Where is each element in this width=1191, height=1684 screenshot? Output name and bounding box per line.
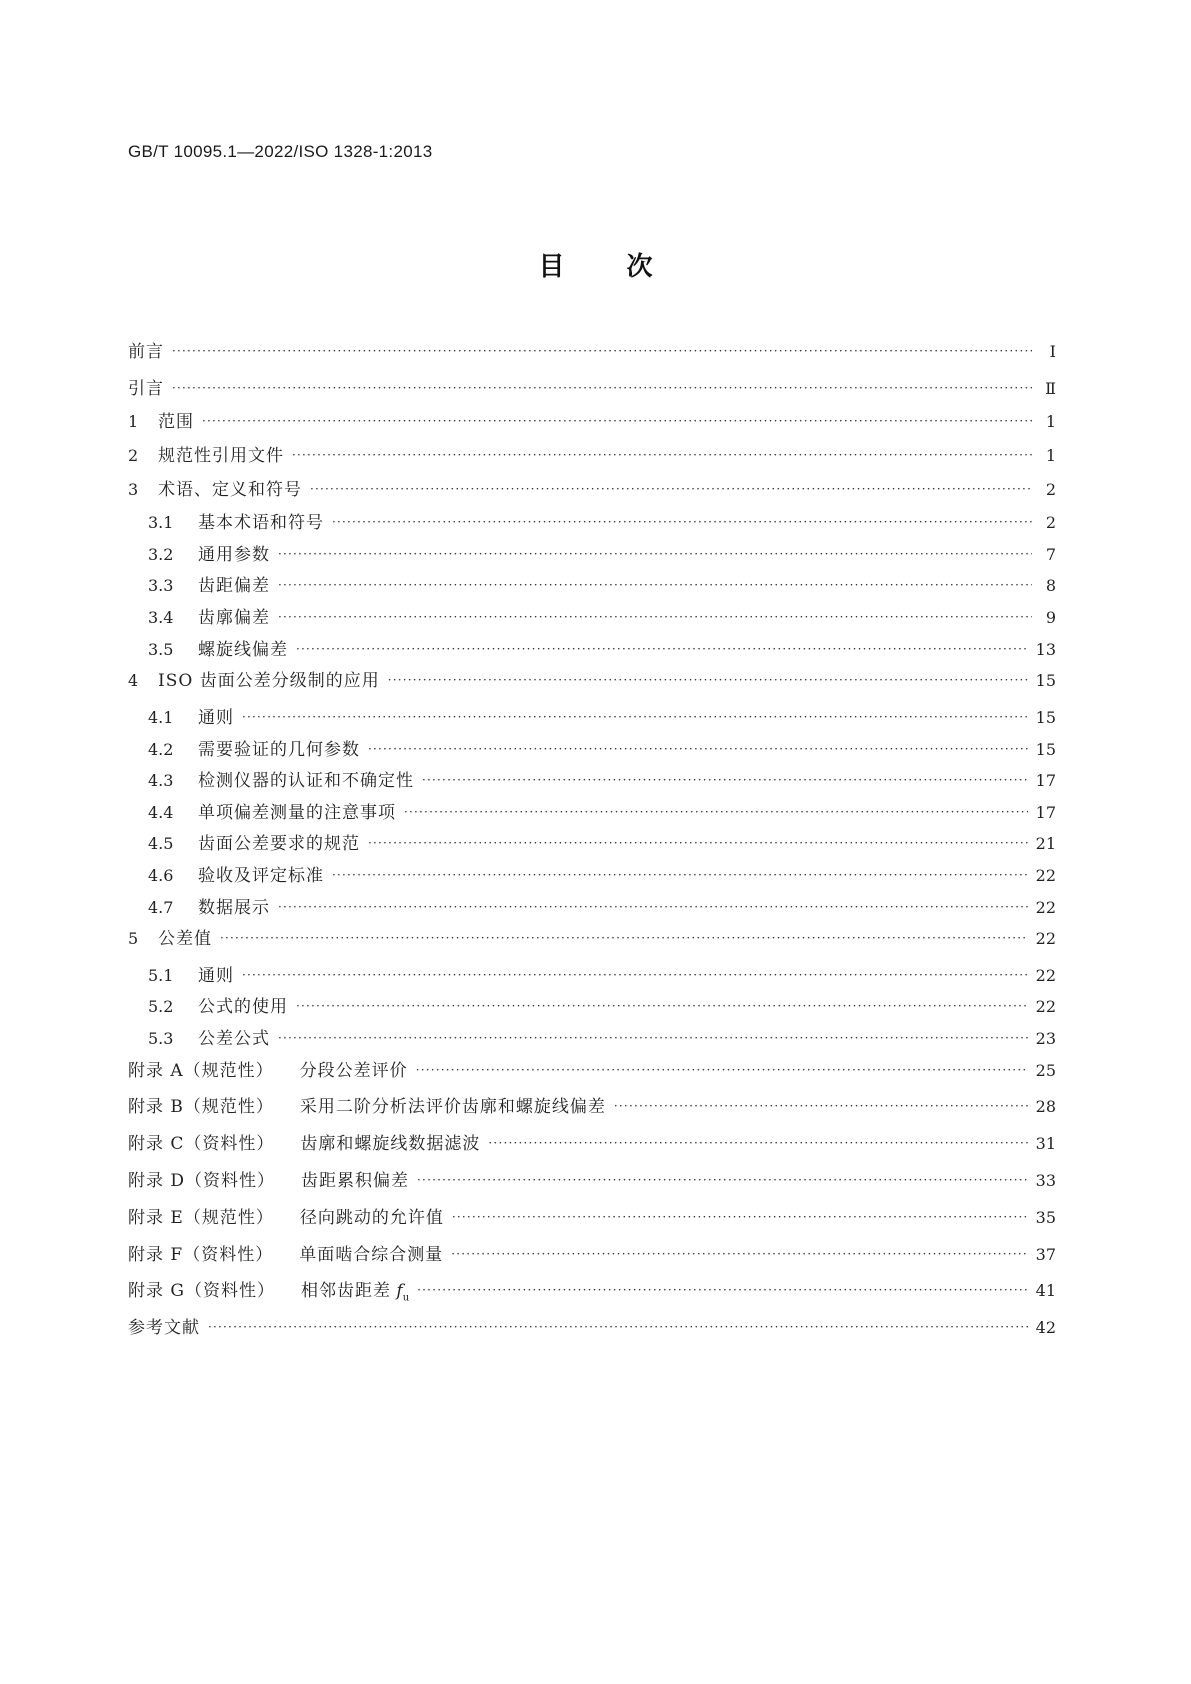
toc-entry-number: 4.1 (148, 707, 174, 727)
toc-entry-title: 引言 (128, 378, 164, 399)
toc-entry-section-4-1[interactable] (128, 707, 1056, 739)
toc-entry-page: 22 (1035, 965, 1056, 985)
toc-entry-section-4-6[interactable] (128, 865, 1056, 897)
toc-entry-title: 通则 (198, 965, 234, 986)
toc-entry-page: 35 (1035, 1207, 1056, 1227)
toc-entry-title: 单面啮合综合测量 (299, 1244, 444, 1265)
toc-entry-section-4-2[interactable] (128, 739, 1056, 771)
toc-entry-title: 前言 (128, 342, 164, 362)
toc-entry-annex-f[interactable] (128, 1244, 1056, 1281)
annex-label: 附录 E（规范性） (128, 1207, 274, 1228)
toc-entry-section-3-3[interactable] (128, 575, 1056, 607)
toc-entry-number: 3.1 (148, 513, 174, 533)
dot-leader (332, 864, 1028, 886)
dot-leader (451, 1243, 1027, 1265)
toc-entry-section-4-3[interactable] (128, 770, 1056, 802)
toc-entry-section-5-1[interactable] (128, 965, 1056, 997)
annex-label: 附录 B（规范性） (128, 1097, 274, 1118)
toc-entry-page: 8 (1045, 576, 1056, 596)
dot-leader (417, 1169, 1028, 1191)
toc-entry-introduction[interactable] (128, 378, 1056, 412)
toc-entry-title: 数据展示 (198, 897, 270, 918)
toc-entry-number: 5.1 (148, 965, 174, 985)
toc-entry-number: 4.6 (148, 865, 174, 885)
toc-entry-number: 4.3 (148, 771, 174, 791)
toc-entry-section-5[interactable] (128, 928, 1056, 965)
toc-entry-page: 17 (1035, 802, 1056, 822)
toc-entry-number: 4.2 (148, 739, 174, 759)
toc-entry-page: 7 (1045, 544, 1056, 564)
toc-entry-section-4-7[interactable] (128, 897, 1056, 929)
toc-entry-page: 31 (1035, 1134, 1056, 1154)
toc-entry-number: 5 (128, 929, 139, 949)
toc-entry-section-5-2[interactable] (128, 996, 1056, 1028)
dot-leader (208, 1316, 1028, 1338)
toc-entry-title: 齿廓和螺旋线数据滤波 (300, 1134, 481, 1155)
toc-entry-section-3-1[interactable] (128, 512, 1056, 544)
dot-leader (202, 410, 1032, 432)
toc-entry-title: 检测仪器的认证和不确定性 (198, 771, 414, 792)
dot-leader (220, 927, 1028, 949)
dot-leader (278, 543, 1032, 565)
toc-entry-number: 3.3 (148, 576, 174, 596)
dot-leader (614, 1095, 1028, 1117)
toc-entry-title: 参考文献 (128, 1318, 200, 1339)
dot-leader (417, 1279, 1028, 1301)
toc-entry-page: 37 (1035, 1244, 1056, 1264)
dot-leader (172, 340, 1032, 362)
toc-entry-page: 2 (1045, 479, 1056, 499)
toc-entry-title: 规范性引用文件 (158, 445, 284, 466)
toc-entry-title: 通用参数 (198, 544, 270, 565)
toc-entry-page: Ⅰ (1049, 342, 1056, 361)
toc-entry-page: 15 (1035, 671, 1056, 691)
toc-entry-page: 13 (1035, 639, 1056, 659)
toc-entry-title: 螺旋线偏差 (198, 639, 288, 660)
dot-leader (310, 478, 1032, 500)
dot-leader (172, 377, 1032, 399)
annex-label: 附录 G（资料性） (128, 1281, 275, 1302)
toc-entry-page: 15 (1035, 739, 1056, 759)
toc-entry-title: ISO 齿面公差分级制的应用 (158, 671, 380, 692)
dot-leader (292, 444, 1032, 466)
dot-leader (278, 606, 1032, 628)
toc-entry-section-2[interactable] (128, 445, 1056, 479)
dot-leader (416, 1059, 1028, 1081)
toc-entry-page: 41 (1035, 1281, 1056, 1301)
toc-entry-number: 2 (128, 445, 139, 465)
toc-entry-page: 25 (1035, 1060, 1056, 1080)
toc-entry-section-4-5[interactable] (128, 833, 1056, 865)
toc-entry-title: 齿距累积偏差 (301, 1171, 410, 1192)
toc-entry-page: 1 (1045, 445, 1056, 465)
toc-entry-title: 术语、定义和符号 (158, 479, 302, 500)
toc-entry-title: 相邻齿距差 (300, 1281, 391, 1302)
toc-entry-title: 通则 (198, 707, 234, 728)
dot-leader (368, 832, 1028, 854)
toc-entry-number: 3 (128, 479, 139, 499)
dot-leader (332, 511, 1032, 533)
toc-entry-page: 28 (1035, 1097, 1056, 1117)
dot-leader (278, 1027, 1028, 1049)
toc-entry-annex-c[interactable] (128, 1133, 1056, 1170)
toc-entry-title: 单项偏差测量的注意事项 (198, 802, 396, 823)
toc-entry-number: 1 (128, 412, 139, 432)
toc-entry-page: 1 (1045, 412, 1056, 432)
dot-leader (404, 801, 1028, 823)
dot-leader (242, 964, 1028, 986)
toc-entry-page: 33 (1035, 1171, 1056, 1191)
toc-entry-number: 4.5 (148, 834, 174, 854)
toc-entry-page: 22 (1035, 897, 1056, 917)
toc-entry-section-3-4[interactable] (128, 607, 1056, 639)
dot-leader (296, 995, 1028, 1017)
toc-entry-section-5-3[interactable] (128, 1028, 1056, 1060)
dot-leader (488, 1132, 1027, 1154)
toc-entry-title: 采用二阶分析法评价齿廓和螺旋线偏差 (299, 1097, 606, 1118)
dot-leader (278, 896, 1028, 918)
toc-entry-page: 15 (1035, 707, 1056, 727)
page-title: 目次 (538, 252, 715, 282)
toc-entry-number: 3.2 (148, 544, 174, 564)
toc-entry-title: 需要验证的几何参数 (198, 739, 360, 760)
toc-entry-number: 4.4 (148, 802, 174, 822)
table-of-contents (128, 341, 1056, 1354)
toc-entry-page: 17 (1035, 771, 1056, 791)
toc-entry-bibliography[interactable] (128, 1317, 1056, 1354)
toc-entry-annex-d[interactable] (128, 1170, 1056, 1207)
toc-entry-number: 4.7 (148, 897, 174, 917)
toc-entry-title: 齿面公差要求的规范 (198, 834, 360, 855)
toc-entry-title: 齿距偏差 (198, 576, 270, 597)
toc-entry-title: 公式的使用 (198, 997, 288, 1018)
symbol-f-u (391, 1280, 409, 1309)
toc-entry-page: Ⅱ (1045, 378, 1056, 398)
dot-leader (278, 574, 1032, 596)
toc-entry-page: 22 (1035, 997, 1056, 1017)
toc-entry-annex-a[interactable] (128, 1060, 1056, 1097)
toc-entry-number: 4 (128, 671, 139, 691)
toc-entry-page: 2 (1045, 513, 1056, 533)
symbol-subscript: u (402, 1292, 410, 1304)
annex-label: 附录 C（资料性） (128, 1134, 275, 1155)
toc-entry-title: 齿廓偏差 (198, 607, 270, 628)
toc-entry-section-4[interactable] (128, 670, 1056, 707)
toc-entry-title: 分段公差评价 (299, 1060, 408, 1081)
dot-leader (296, 638, 1028, 660)
toc-entry-page: 22 (1035, 929, 1056, 949)
toc-entry-annex-b[interactable] (128, 1096, 1056, 1133)
annex-label: 附录 F（资料性） (128, 1244, 274, 1265)
toc-entry-number: 5.2 (148, 997, 174, 1017)
toc-entry-title: 范围 (158, 412, 194, 433)
symbol-main: f (396, 1281, 403, 1302)
toc-entry-number: 3.5 (148, 639, 174, 659)
toc-entry-page: 42 (1035, 1318, 1056, 1338)
toc-entry-section-4-4[interactable] (128, 802, 1056, 834)
toc-entry-section-3-5[interactable] (128, 639, 1056, 671)
dot-leader (388, 669, 1028, 691)
toc-entry-title: 公差公式 (198, 1029, 270, 1050)
toc-entry-number: 3.4 (148, 607, 174, 627)
toc-entry-annex-g[interactable] (128, 1280, 1056, 1317)
toc-entry-foreword[interactable] (128, 341, 1056, 378)
toc-entry-annex-e[interactable] (128, 1207, 1056, 1244)
toc-entry-page: 21 (1035, 834, 1056, 854)
standard-code: GB/T 10095.1—2022/ISO 1328-1:2013 (128, 142, 433, 161)
toc-entry-page: 23 (1035, 1029, 1056, 1049)
toc-entry-page: 22 (1035, 865, 1056, 885)
toc-entry-section-1[interactable] (128, 411, 1056, 445)
toc-entry-page: 9 (1045, 607, 1056, 627)
toc-entry-section-3-2[interactable] (128, 544, 1056, 576)
dot-leader (422, 769, 1028, 791)
toc-entry-number: 5.3 (148, 1029, 174, 1049)
toc-entry-section-3[interactable] (128, 479, 1056, 513)
toc-entry-title: 公差值 (158, 929, 212, 950)
dot-leader (242, 706, 1028, 728)
annex-label: 附录 A（规范性） (128, 1060, 274, 1081)
dot-leader (368, 738, 1028, 760)
annex-label: 附录 D（资料性） (128, 1171, 276, 1192)
toc-entry-title: 径向跳动的允许值 (299, 1207, 444, 1228)
toc-entry-title: 验收及评定标准 (198, 865, 324, 886)
dot-leader (452, 1206, 1028, 1228)
toc-entry-title: 基本术语和符号 (198, 513, 324, 534)
